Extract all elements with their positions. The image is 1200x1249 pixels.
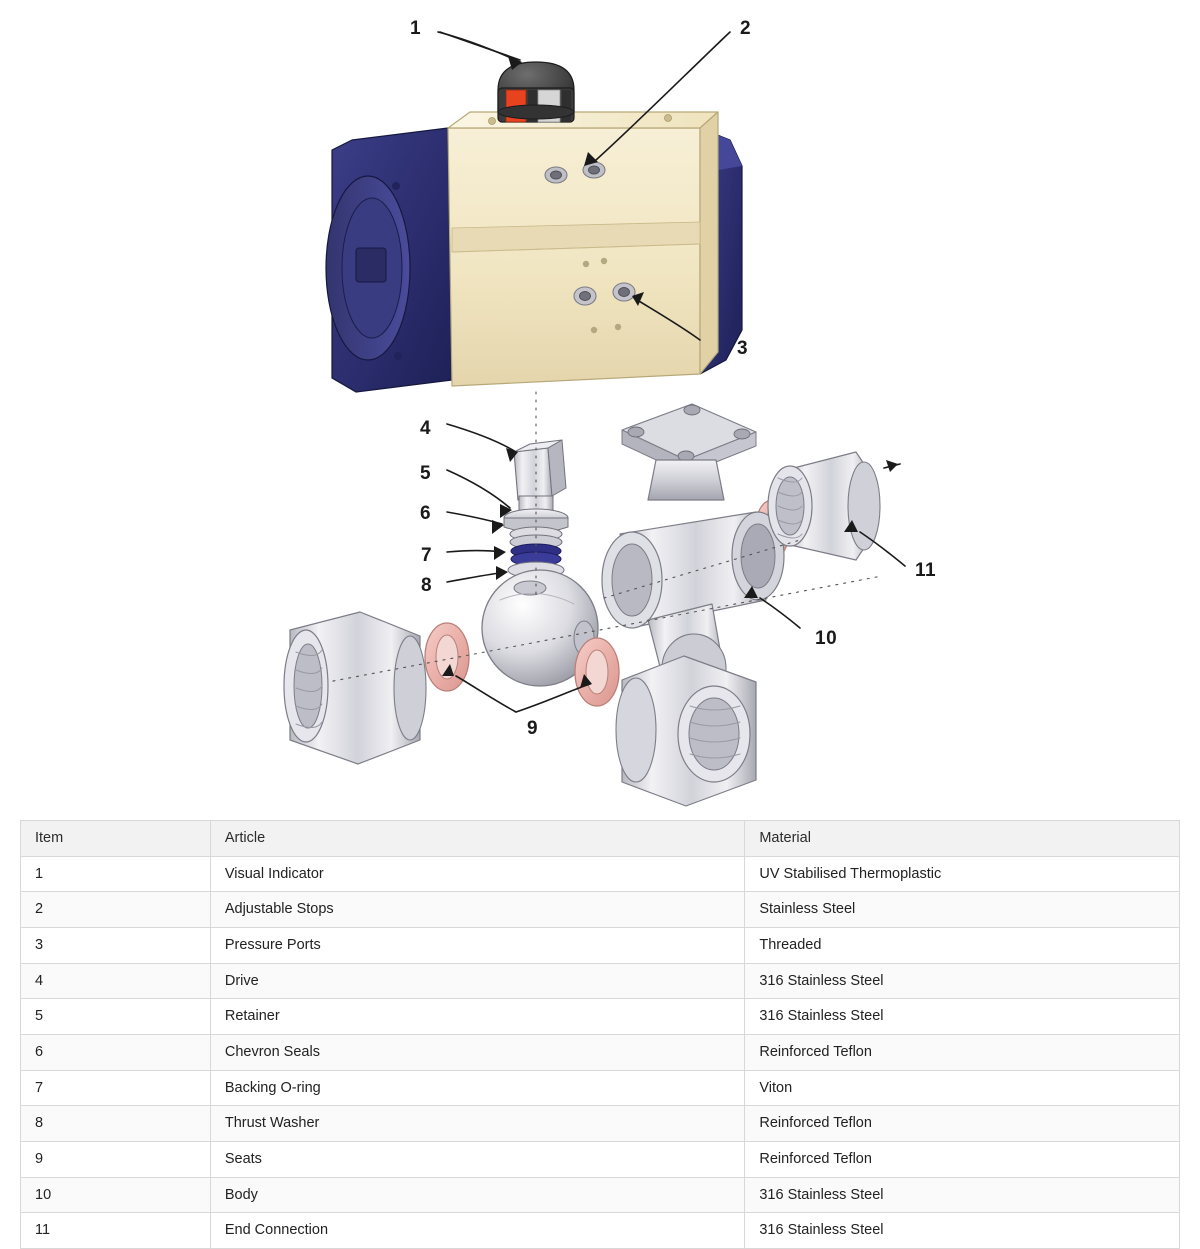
table-row	[21, 1177, 1180, 1213]
cell-article: Adjustable Stops	[210, 892, 745, 928]
actuator-body	[448, 112, 718, 386]
end-connection-bottom	[616, 656, 756, 806]
cell-material: 316 Stainless Steel	[745, 999, 1180, 1035]
cell-item: 8	[21, 1106, 211, 1142]
cell-item: 6	[21, 1035, 211, 1071]
cell-material: Reinforced Teflon	[745, 1142, 1180, 1178]
cell-item: 7	[21, 1070, 211, 1106]
cell-article: Visual Indicator	[210, 856, 745, 892]
table-row	[21, 1106, 1180, 1142]
cell-material: 316 Stainless Steel	[745, 1213, 1180, 1249]
cell-item: 9	[21, 1142, 211, 1178]
drive-stem	[514, 440, 566, 510]
cell-article: Pressure Ports	[210, 928, 745, 964]
cell-material: 316 Stainless Steel	[745, 1177, 1180, 1213]
callout-number-10: 10	[815, 628, 838, 649]
cell-item: 1	[21, 856, 211, 892]
valve-body	[602, 404, 784, 702]
cell-article: Seats	[210, 1142, 745, 1178]
cell-item: 10	[21, 1177, 211, 1213]
callout-number-6: 6	[420, 503, 432, 524]
parts-table-container	[20, 820, 1180, 1249]
callout-number-7: 7	[421, 545, 433, 566]
end-connection-right	[768, 452, 880, 560]
actuator-left-end-cap	[326, 128, 452, 392]
table-row	[21, 963, 1180, 999]
cell-article: End Connection	[210, 1213, 745, 1249]
callout-number-8: 8	[421, 575, 433, 596]
column-header-item: Item	[21, 821, 211, 857]
parts-table-body	[21, 856, 1180, 1248]
end-connection-left	[284, 612, 426, 764]
cell-item: 4	[21, 963, 211, 999]
cell-material: Reinforced Teflon	[745, 1106, 1180, 1142]
cell-item: 2	[21, 892, 211, 928]
callout-number-2: 2	[740, 18, 752, 39]
column-header-article: Article	[210, 821, 745, 857]
table-row	[21, 1070, 1180, 1106]
table-row	[21, 1142, 1180, 1178]
cell-material: 316 Stainless Steel	[745, 963, 1180, 999]
callout-number-11: 11	[915, 560, 937, 581]
cell-item: 3	[21, 928, 211, 964]
callout-number-4: 4	[420, 418, 432, 439]
table-row	[21, 892, 1180, 928]
table-row	[21, 1035, 1180, 1071]
callout-number-9: 9	[527, 718, 539, 739]
seat-right	[575, 638, 619, 706]
cell-article: Retainer	[210, 999, 745, 1035]
cell-article: Backing O-ring	[210, 1070, 745, 1106]
cell-article: Drive	[210, 963, 745, 999]
callout-number-1: 1	[410, 18, 422, 39]
cell-article: Chevron Seals	[210, 1035, 745, 1071]
table-header-row	[21, 821, 1180, 857]
cell-material: Stainless Steel	[745, 892, 1180, 928]
seat-left	[425, 623, 469, 691]
table-row	[21, 999, 1180, 1035]
cell-item: 5	[21, 999, 211, 1035]
table-row	[21, 928, 1180, 964]
table-row	[21, 856, 1180, 892]
cell-article: Body	[210, 1177, 745, 1213]
cell-article: Thrust Washer	[210, 1106, 745, 1142]
table-row	[21, 1213, 1180, 1249]
callout-number-5: 5	[420, 463, 432, 484]
visual-indicator	[498, 62, 574, 122]
cell-material: Reinforced Teflon	[745, 1035, 1180, 1071]
parts-table	[20, 820, 1180, 1249]
callout-number-3: 3	[737, 338, 749, 359]
cell-material: UV Stabilised Thermoplastic	[745, 856, 1180, 892]
cell-material: Viton	[745, 1070, 1180, 1106]
parts-table-head	[21, 821, 1180, 857]
cell-material: Threaded	[745, 928, 1180, 964]
cell-item: 11	[21, 1213, 211, 1249]
column-header-material: Material	[745, 821, 1180, 857]
